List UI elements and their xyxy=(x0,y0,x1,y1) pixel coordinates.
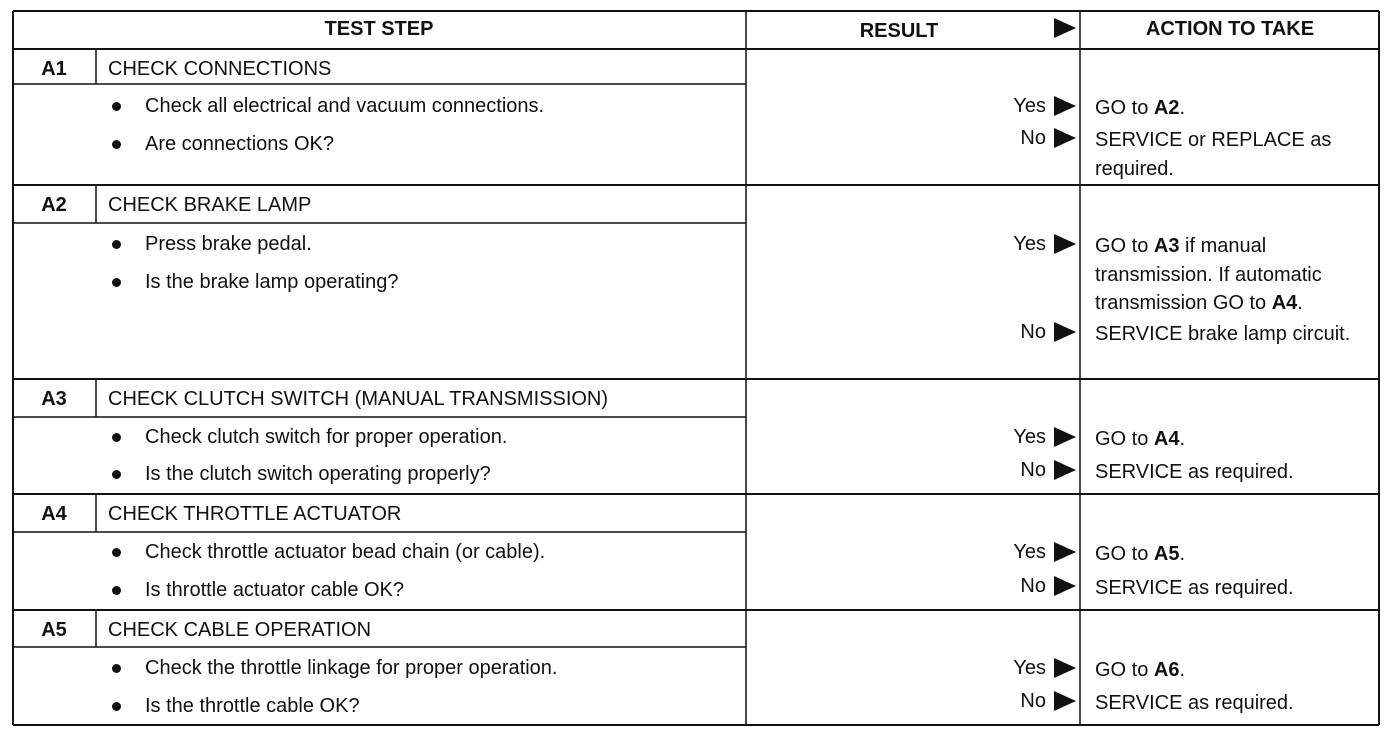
bullet-icon xyxy=(112,433,121,442)
action-text xyxy=(1095,94,1375,123)
action-text xyxy=(1095,126,1375,183)
result-arrow-icon xyxy=(1054,234,1076,254)
step-reference: A4 xyxy=(1271,292,1298,314)
step-title: CHECK THROTTLE ACTUATOR xyxy=(108,503,402,525)
step-instruction: Check the throttle linkage for proper operation. xyxy=(145,657,558,679)
header-test-step: TEST STEP xyxy=(324,18,434,40)
action-fragment: GO to xyxy=(1095,659,1154,681)
action-text xyxy=(1095,689,1375,718)
action-fragment: . xyxy=(1179,97,1186,119)
action-text xyxy=(1095,458,1375,487)
step-instruction: Is the clutch switch operating properly? xyxy=(145,463,491,485)
result-arrow-icon xyxy=(1054,691,1076,711)
bullet-icon xyxy=(112,140,121,149)
step-reference: A6 xyxy=(1153,659,1180,681)
action-fragment: . xyxy=(1179,428,1186,450)
header-action-to-take: ACTION TO TAKE xyxy=(1145,18,1315,40)
result-label: Yes xyxy=(1013,95,1046,117)
result-label: Yes xyxy=(1013,541,1046,563)
action-fragment: SERVICE as required. xyxy=(1095,461,1294,483)
step-title: CHECK BRAKE LAMP xyxy=(108,194,312,216)
bullet-icon xyxy=(112,702,121,711)
action-fragment: SERVICE as required. xyxy=(1095,577,1294,599)
action-fragment: SERVICE brake lamp circuit. xyxy=(1095,323,1351,345)
step-instruction: Is the brake lamp operating? xyxy=(145,271,399,293)
result-label: No xyxy=(1020,459,1046,481)
action-fragment: . xyxy=(1179,543,1186,565)
action-text xyxy=(1095,232,1375,318)
action-fragment: GO to xyxy=(1095,428,1154,450)
result-label: Yes xyxy=(1013,657,1046,679)
result-arrow-icon xyxy=(1054,96,1076,116)
result-arrow-icon xyxy=(1054,658,1076,678)
result-arrow-icon xyxy=(1054,427,1076,447)
action-fragment: SERVICE as required. xyxy=(1095,692,1294,714)
bullet-icon xyxy=(112,664,121,673)
action-fragment: GO to xyxy=(1095,97,1154,119)
action-fragment: . xyxy=(1179,659,1186,681)
action-fragment: . xyxy=(1297,292,1303,314)
step-title: CHECK CLUTCH SWITCH (MANUAL TRANSMISSION) xyxy=(108,388,609,410)
step-id: A2 xyxy=(41,194,67,216)
bullet-icon xyxy=(112,548,121,557)
action-fragment: if manual transmission. If automatic transmission GO to xyxy=(1095,235,1322,314)
result-arrow-icon xyxy=(1054,576,1076,596)
result-arrow-icon xyxy=(1054,460,1076,480)
step-reference: A4 xyxy=(1153,428,1180,450)
step-instruction: Press brake pedal. xyxy=(145,233,312,255)
result-arrow-icon xyxy=(1054,542,1076,562)
step-reference: A3 xyxy=(1153,235,1180,257)
action-fragment: SERVICE or REPLACE as required. xyxy=(1095,129,1332,180)
result-label: Yes xyxy=(1013,233,1046,255)
step-id: A5 xyxy=(41,619,67,641)
diagnostic-table xyxy=(12,10,1380,726)
step-reference: A5 xyxy=(1153,543,1180,565)
action-text xyxy=(1095,320,1375,349)
header-result: RESULT xyxy=(859,20,939,42)
header-arrow-icon xyxy=(1054,18,1076,38)
step-instruction: Check all electrical and vacuum connections. xyxy=(145,95,545,117)
bullet-icon xyxy=(112,102,121,111)
step-instruction: Is throttle actuator cable OK? xyxy=(145,579,405,601)
result-arrow-icon xyxy=(1054,322,1076,342)
action-text xyxy=(1095,656,1375,685)
result-label: No xyxy=(1020,690,1046,712)
step-id: A1 xyxy=(41,58,67,80)
step-instruction: Are connections OK? xyxy=(145,133,334,155)
step-id: A3 xyxy=(41,388,67,410)
step-instruction: Check throttle actuator bead chain (or cable). xyxy=(145,541,546,563)
action-text xyxy=(1095,425,1375,454)
action-fragment: GO to xyxy=(1095,543,1154,565)
bullet-icon xyxy=(112,278,121,287)
step-instruction: Is the throttle cable OK? xyxy=(145,695,360,717)
result-label: No xyxy=(1020,321,1046,343)
action-text xyxy=(1095,540,1375,569)
result-label: No xyxy=(1020,127,1046,149)
step-title: CHECK CONNECTIONS xyxy=(108,58,332,80)
bullet-icon xyxy=(112,586,121,595)
action-text xyxy=(1095,574,1375,603)
step-title: CHECK CABLE OPERATION xyxy=(108,619,372,641)
result-label: Yes xyxy=(1013,426,1046,448)
result-label: No xyxy=(1020,575,1046,597)
bullet-icon xyxy=(112,470,121,479)
result-arrow-icon xyxy=(1054,128,1076,148)
step-reference: A2 xyxy=(1153,97,1180,119)
bullet-icon xyxy=(112,240,121,249)
action-fragment: GO to xyxy=(1095,235,1154,257)
step-instruction: Check clutch switch for proper operation. xyxy=(145,426,508,448)
step-id: A4 xyxy=(41,503,67,525)
